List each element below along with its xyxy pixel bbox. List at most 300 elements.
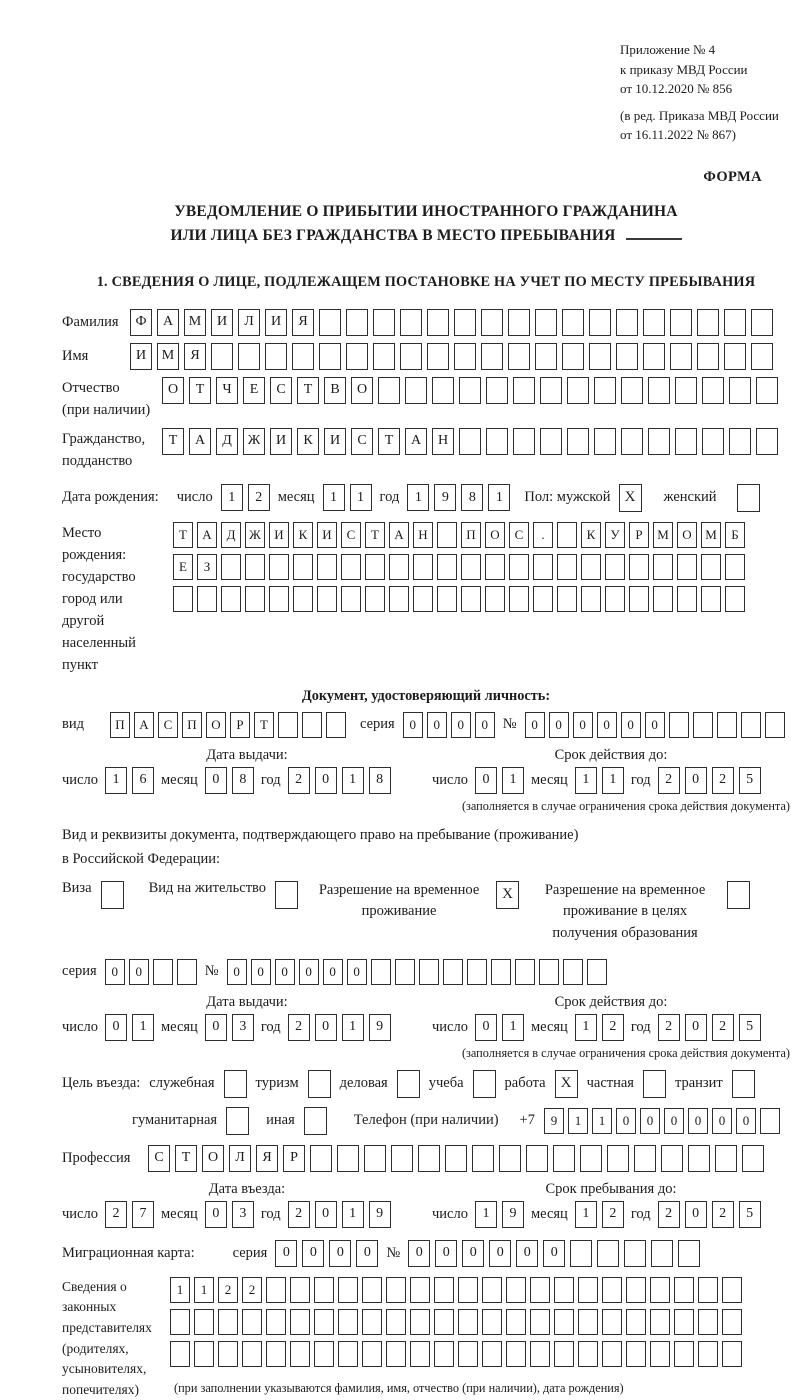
char-cell[interactable]: М (157, 343, 179, 370)
char-cell[interactable]: . (533, 522, 553, 548)
char-cell[interactable] (400, 343, 422, 370)
char-cell[interactable]: 0 (462, 1240, 484, 1267)
visa-checkbox[interactable] (101, 881, 124, 909)
char-cell[interactable] (177, 959, 197, 985)
char-cell[interactable] (362, 1309, 382, 1335)
char-cell[interactable] (725, 554, 745, 580)
char-cell[interactable] (724, 309, 746, 336)
temp-residence-education-checkbox[interactable] (727, 881, 750, 909)
purpose-other-checkbox[interactable] (304, 1107, 327, 1135)
char-cell[interactable] (218, 1309, 238, 1335)
char-cell[interactable]: 0 (688, 1108, 708, 1134)
char-cell[interactable]: С (351, 428, 373, 455)
char-cell[interactable]: 1 (575, 1014, 597, 1041)
purpose-work-checkbox[interactable]: X (555, 1070, 578, 1098)
char-cell[interactable] (513, 377, 535, 404)
char-cell[interactable]: 9 (369, 1014, 391, 1041)
char-cell[interactable]: П (461, 522, 481, 548)
char-cell[interactable] (242, 1341, 262, 1367)
char-cell[interactable] (567, 428, 589, 455)
char-cell[interactable] (594, 428, 616, 455)
char-cell[interactable] (482, 1277, 502, 1303)
char-cell[interactable] (634, 1145, 656, 1172)
char-cell[interactable] (341, 554, 361, 580)
char-cell[interactable]: 0 (427, 712, 447, 738)
char-cell[interactable] (587, 959, 607, 985)
char-cell[interactable] (434, 1309, 454, 1335)
char-cell[interactable] (443, 959, 463, 985)
char-cell[interactable] (485, 554, 505, 580)
char-cell[interactable] (461, 554, 481, 580)
char-cell[interactable] (563, 959, 583, 985)
char-cell[interactable]: Т (175, 1145, 197, 1172)
char-cell[interactable]: Р (230, 712, 250, 738)
char-cell[interactable] (554, 1341, 574, 1367)
char-cell[interactable]: А (134, 712, 154, 738)
char-cell[interactable]: 2 (288, 767, 310, 794)
char-cell[interactable]: 9 (502, 1201, 524, 1228)
char-cell[interactable] (371, 959, 391, 985)
char-cell[interactable] (221, 554, 241, 580)
char-cell[interactable]: Ч (216, 377, 238, 404)
char-cell[interactable] (278, 712, 298, 738)
char-cell[interactable] (688, 1145, 710, 1172)
char-cell[interactable] (589, 309, 611, 336)
char-cell[interactable]: С (341, 522, 361, 548)
char-cell[interactable] (717, 712, 737, 738)
char-cell[interactable]: Т (173, 522, 193, 548)
char-cell[interactable]: Т (365, 522, 385, 548)
char-cell[interactable] (319, 309, 341, 336)
char-cell[interactable] (697, 343, 719, 370)
char-cell[interactable] (698, 1309, 718, 1335)
char-cell[interactable]: 2 (712, 1201, 734, 1228)
char-cell[interactable]: 1 (170, 1277, 190, 1303)
char-cell[interactable]: 0 (712, 1108, 732, 1134)
char-cell[interactable] (675, 428, 697, 455)
char-cell[interactable] (729, 428, 751, 455)
char-cell[interactable] (554, 1309, 574, 1335)
char-cell[interactable] (530, 1277, 550, 1303)
char-cell[interactable] (486, 377, 508, 404)
char-cell[interactable] (197, 586, 217, 612)
char-cell[interactable] (319, 343, 341, 370)
char-cell[interactable] (722, 1341, 742, 1367)
char-cell[interactable] (578, 1309, 598, 1335)
char-cell[interactable] (338, 1341, 358, 1367)
char-cell[interactable]: 0 (435, 1240, 457, 1267)
char-cell[interactable] (338, 1277, 358, 1303)
char-cell[interactable]: 2 (712, 1014, 734, 1041)
char-cell[interactable]: 0 (315, 767, 337, 794)
char-cell[interactable] (467, 959, 487, 985)
char-cell[interactable]: 0 (205, 767, 227, 794)
char-cell[interactable] (602, 1309, 622, 1335)
char-cell[interactable]: З (197, 554, 217, 580)
char-cell[interactable]: Ж (245, 522, 265, 548)
char-cell[interactable]: С (148, 1145, 170, 1172)
char-cell[interactable]: 0 (475, 712, 495, 738)
char-cell[interactable] (427, 343, 449, 370)
char-cell[interactable] (674, 1309, 694, 1335)
char-cell[interactable] (362, 1341, 382, 1367)
char-cell[interactable]: Ф (130, 309, 152, 336)
char-cell[interactable]: 0 (275, 1240, 297, 1267)
char-cell[interactable] (405, 377, 427, 404)
char-cell[interactable] (386, 1277, 406, 1303)
char-cell[interactable] (698, 1341, 718, 1367)
char-cell[interactable]: П (110, 712, 130, 738)
char-cell[interactable] (461, 586, 481, 612)
char-cell[interactable] (506, 1309, 526, 1335)
char-cell[interactable] (266, 1277, 286, 1303)
char-cell[interactable] (669, 712, 689, 738)
char-cell[interactable]: Л (238, 309, 260, 336)
char-cell[interactable] (346, 343, 368, 370)
char-cell[interactable]: 0 (299, 959, 319, 985)
char-cell[interactable]: И (324, 428, 346, 455)
char-cell[interactable] (413, 554, 433, 580)
char-cell[interactable]: М (701, 522, 721, 548)
char-cell[interactable]: 0 (105, 959, 125, 985)
char-cell[interactable] (491, 959, 511, 985)
char-cell[interactable] (602, 1277, 622, 1303)
char-cell[interactable] (245, 586, 265, 612)
char-cell[interactable] (326, 712, 346, 738)
char-cell[interactable]: Ж (243, 428, 265, 455)
char-cell[interactable]: 0 (329, 1240, 351, 1267)
char-cell[interactable] (650, 1309, 670, 1335)
char-cell[interactable] (481, 309, 503, 336)
char-cell[interactable]: У (605, 522, 625, 548)
char-cell[interactable] (629, 586, 649, 612)
char-cell[interactable] (562, 343, 584, 370)
char-cell[interactable]: А (197, 522, 217, 548)
char-cell[interactable] (266, 1309, 286, 1335)
char-cell[interactable]: 8 (369, 767, 391, 794)
char-cell[interactable]: 1 (323, 484, 345, 511)
char-cell[interactable]: 2 (712, 767, 734, 794)
char-cell[interactable]: 0 (616, 1108, 636, 1134)
char-cell[interactable]: 0 (621, 712, 641, 738)
char-cell[interactable] (445, 1145, 467, 1172)
char-cell[interactable] (410, 1309, 430, 1335)
char-cell[interactable]: 0 (597, 712, 617, 738)
char-cell[interactable] (653, 554, 673, 580)
char-cell[interactable]: К (293, 522, 313, 548)
char-cell[interactable] (535, 309, 557, 336)
char-cell[interactable] (594, 377, 616, 404)
char-cell[interactable] (605, 586, 625, 612)
char-cell[interactable]: Е (243, 377, 265, 404)
char-cell[interactable] (557, 586, 577, 612)
char-cell[interactable]: С (158, 712, 178, 738)
char-cell[interactable] (589, 343, 611, 370)
char-cell[interactable] (269, 554, 289, 580)
char-cell[interactable] (570, 1240, 592, 1267)
char-cell[interactable] (533, 586, 553, 612)
char-cell[interactable]: 0 (403, 712, 423, 738)
char-cell[interactable] (337, 1145, 359, 1172)
char-cell[interactable] (346, 309, 368, 336)
char-cell[interactable]: А (389, 522, 409, 548)
char-cell[interactable] (432, 377, 454, 404)
char-cell[interactable] (386, 1341, 406, 1367)
char-cell[interactable]: 2 (602, 1014, 624, 1041)
char-cell[interactable] (605, 554, 625, 580)
char-cell[interactable] (661, 1145, 683, 1172)
char-cell[interactable] (650, 1277, 670, 1303)
char-cell[interactable]: Е (173, 554, 193, 580)
char-cell[interactable]: 1 (592, 1108, 612, 1134)
char-cell[interactable] (221, 586, 241, 612)
char-cell[interactable]: К (581, 522, 601, 548)
char-cell[interactable]: 2 (288, 1014, 310, 1041)
char-cell[interactable] (643, 343, 665, 370)
char-cell[interactable]: 2 (218, 1277, 238, 1303)
char-cell[interactable]: Н (432, 428, 454, 455)
char-cell[interactable]: 0 (251, 959, 271, 985)
char-cell[interactable]: 0 (347, 959, 367, 985)
char-cell[interactable] (722, 1277, 742, 1303)
char-cell[interactable]: 0 (356, 1240, 378, 1267)
char-cell[interactable] (513, 428, 535, 455)
char-cell[interactable] (314, 1277, 334, 1303)
purpose-study-checkbox[interactable] (473, 1070, 496, 1098)
char-cell[interactable] (391, 1145, 413, 1172)
char-cell[interactable] (434, 1341, 454, 1367)
char-cell[interactable]: И (265, 309, 287, 336)
char-cell[interactable]: 5 (739, 767, 761, 794)
char-cell[interactable]: 1 (475, 1201, 497, 1228)
char-cell[interactable] (373, 343, 395, 370)
char-cell[interactable] (725, 586, 745, 612)
char-cell[interactable]: А (189, 428, 211, 455)
char-cell[interactable]: 9 (544, 1108, 564, 1134)
char-cell[interactable] (362, 1277, 382, 1303)
char-cell[interactable]: Т (297, 377, 319, 404)
char-cell[interactable]: 1 (407, 484, 429, 511)
char-cell[interactable] (472, 1145, 494, 1172)
char-cell[interactable]: 0 (475, 767, 497, 794)
char-cell[interactable]: Т (254, 712, 274, 738)
char-cell[interactable] (338, 1309, 358, 1335)
char-cell[interactable] (437, 586, 457, 612)
char-cell[interactable]: И (270, 428, 292, 455)
char-cell[interactable] (454, 309, 476, 336)
char-cell[interactable] (626, 1341, 646, 1367)
char-cell[interactable]: 0 (451, 712, 471, 738)
char-cell[interactable]: 0 (736, 1108, 756, 1134)
char-cell[interactable] (458, 1309, 478, 1335)
char-cell[interactable] (648, 428, 670, 455)
char-cell[interactable] (535, 343, 557, 370)
char-cell[interactable] (578, 1341, 598, 1367)
char-cell[interactable] (724, 343, 746, 370)
char-cell[interactable]: 0 (129, 959, 149, 985)
char-cell[interactable]: О (202, 1145, 224, 1172)
char-cell[interactable] (597, 1240, 619, 1267)
char-cell[interactable] (701, 586, 721, 612)
char-cell[interactable] (715, 1145, 737, 1172)
char-cell[interactable] (557, 554, 577, 580)
char-cell[interactable] (578, 1277, 598, 1303)
char-cell[interactable]: 0 (685, 1014, 707, 1041)
char-cell[interactable]: 0 (475, 1014, 497, 1041)
char-cell[interactable] (170, 1309, 190, 1335)
char-cell[interactable] (418, 1145, 440, 1172)
char-cell[interactable]: 0 (685, 767, 707, 794)
char-cell[interactable]: 2 (658, 1201, 680, 1228)
char-cell[interactable]: 1 (342, 767, 364, 794)
char-cell[interactable]: Т (378, 428, 400, 455)
char-cell[interactable]: 7 (132, 1201, 154, 1228)
char-cell[interactable]: 1 (488, 484, 510, 511)
char-cell[interactable] (539, 959, 559, 985)
char-cell[interactable] (698, 1277, 718, 1303)
temp-residence-checkbox[interactable]: X (496, 881, 519, 909)
char-cell[interactable] (302, 712, 322, 738)
char-cell[interactable] (526, 1145, 548, 1172)
char-cell[interactable]: 2 (248, 484, 270, 511)
char-cell[interactable] (389, 586, 409, 612)
char-cell[interactable]: О (206, 712, 226, 738)
char-cell[interactable] (454, 343, 476, 370)
char-cell[interactable]: 1 (575, 767, 597, 794)
char-cell[interactable] (693, 712, 713, 738)
sex-female-checkbox[interactable] (737, 484, 760, 512)
char-cell[interactable] (621, 377, 643, 404)
char-cell[interactable]: 2 (658, 767, 680, 794)
char-cell[interactable] (506, 1341, 526, 1367)
char-cell[interactable]: 1 (350, 484, 372, 511)
char-cell[interactable] (515, 959, 535, 985)
char-cell[interactable]: М (653, 522, 673, 548)
char-cell[interactable]: 1 (194, 1277, 214, 1303)
char-cell[interactable]: 8 (232, 767, 254, 794)
char-cell[interactable] (562, 309, 584, 336)
char-cell[interactable]: О (677, 522, 697, 548)
purpose-humanitarian-checkbox[interactable] (226, 1107, 249, 1135)
char-cell[interactable] (530, 1309, 550, 1335)
char-cell[interactable] (653, 586, 673, 612)
char-cell[interactable] (310, 1145, 332, 1172)
char-cell[interactable] (509, 554, 529, 580)
char-cell[interactable] (427, 309, 449, 336)
char-cell[interactable] (760, 1108, 780, 1134)
char-cell[interactable]: 0 (275, 959, 295, 985)
char-cell[interactable]: 1 (575, 1201, 597, 1228)
char-cell[interactable] (389, 554, 409, 580)
char-cell[interactable] (567, 377, 589, 404)
char-cell[interactable]: 0 (640, 1108, 660, 1134)
char-cell[interactable]: 1 (502, 1014, 524, 1041)
char-cell[interactable] (434, 1277, 454, 1303)
char-cell[interactable] (459, 428, 481, 455)
char-cell[interactable] (378, 377, 400, 404)
purpose-business-checkbox[interactable] (224, 1070, 247, 1098)
char-cell[interactable]: 0 (549, 712, 569, 738)
char-cell[interactable] (670, 343, 692, 370)
residence-permit-checkbox[interactable] (275, 881, 298, 909)
char-cell[interactable]: 0 (573, 712, 593, 738)
purpose-commercial-checkbox[interactable] (397, 1070, 420, 1098)
char-cell[interactable]: 9 (369, 1201, 391, 1228)
char-cell[interactable]: И (211, 309, 233, 336)
char-cell[interactable]: 1 (502, 767, 524, 794)
char-cell[interactable]: 0 (323, 959, 343, 985)
char-cell[interactable]: 0 (516, 1240, 538, 1267)
char-cell[interactable]: 1 (132, 1014, 154, 1041)
char-cell[interactable] (245, 554, 265, 580)
char-cell[interactable] (314, 1309, 334, 1335)
char-cell[interactable]: 2 (105, 1201, 127, 1228)
char-cell[interactable]: Т (162, 428, 184, 455)
char-cell[interactable] (265, 343, 287, 370)
char-cell[interactable]: 2 (288, 1201, 310, 1228)
char-cell[interactable] (211, 343, 233, 370)
char-cell[interactable]: 1 (105, 767, 127, 794)
char-cell[interactable] (650, 1341, 670, 1367)
char-cell[interactable] (540, 428, 562, 455)
char-cell[interactable] (400, 309, 422, 336)
char-cell[interactable]: В (324, 377, 346, 404)
char-cell[interactable]: 0 (664, 1108, 684, 1134)
char-cell[interactable]: И (269, 522, 289, 548)
char-cell[interactable] (364, 1145, 386, 1172)
char-cell[interactable] (670, 309, 692, 336)
char-cell[interactable] (290, 1341, 310, 1367)
char-cell[interactable]: 0 (302, 1240, 324, 1267)
char-cell[interactable]: 9 (434, 484, 456, 511)
char-cell[interactable] (648, 377, 670, 404)
char-cell[interactable] (482, 1309, 502, 1335)
char-cell[interactable] (751, 309, 773, 336)
char-cell[interactable] (386, 1309, 406, 1335)
char-cell[interactable]: Р (283, 1145, 305, 1172)
char-cell[interactable] (607, 1145, 629, 1172)
char-cell[interactable] (621, 428, 643, 455)
char-cell[interactable]: К (297, 428, 319, 455)
char-cell[interactable] (677, 586, 697, 612)
char-cell[interactable] (675, 377, 697, 404)
char-cell[interactable] (677, 554, 697, 580)
char-cell[interactable] (581, 586, 601, 612)
char-cell[interactable]: Н (413, 522, 433, 548)
char-cell[interactable] (482, 1341, 502, 1367)
char-cell[interactable] (553, 1145, 575, 1172)
char-cell[interactable] (481, 343, 503, 370)
char-cell[interactable] (341, 586, 361, 612)
char-cell[interactable]: 0 (205, 1014, 227, 1041)
char-cell[interactable] (317, 554, 337, 580)
char-cell[interactable] (410, 1277, 430, 1303)
char-cell[interactable] (293, 554, 313, 580)
char-cell[interactable]: 1 (568, 1108, 588, 1134)
char-cell[interactable] (729, 377, 751, 404)
char-cell[interactable] (741, 712, 761, 738)
char-cell[interactable] (506, 1277, 526, 1303)
char-cell[interactable] (678, 1240, 700, 1267)
char-cell[interactable] (751, 343, 773, 370)
char-cell[interactable] (437, 522, 457, 548)
char-cell[interactable] (437, 554, 457, 580)
char-cell[interactable]: 3 (232, 1201, 254, 1228)
char-cell[interactable]: 0 (205, 1201, 227, 1228)
char-cell[interactable] (499, 1145, 521, 1172)
char-cell[interactable] (290, 1309, 310, 1335)
char-cell[interactable] (674, 1341, 694, 1367)
